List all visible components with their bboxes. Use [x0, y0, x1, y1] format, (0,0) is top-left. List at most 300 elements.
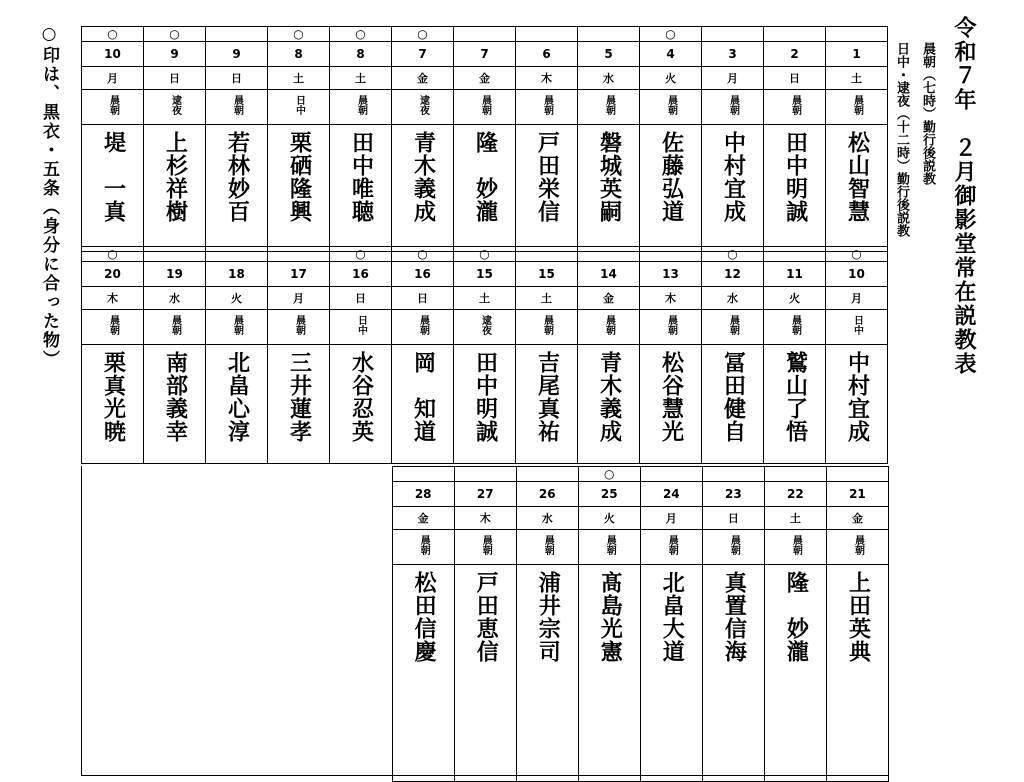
- cell-weekday: [640, 507, 702, 530]
- session-text: 晨朝: [665, 95, 677, 115]
- cell-weekday: [82, 67, 144, 90]
- cell-name: [578, 125, 640, 252]
- cell-name: [330, 125, 392, 252]
- day-text: 14: [600, 267, 617, 281]
- cell-day: [144, 42, 206, 67]
- cell-name: [640, 125, 702, 252]
- cell-session: [206, 90, 268, 125]
- name-text: 中村宜成: [720, 131, 746, 223]
- cell-weekday: [82, 287, 144, 310]
- name-text: 戸田栄信: [534, 131, 560, 223]
- cell-mark: [330, 27, 392, 42]
- cell-mark: [516, 247, 578, 262]
- session-text: 晨朝: [355, 95, 367, 115]
- cell-mark: [144, 27, 206, 42]
- empty-cell: [144, 530, 206, 565]
- day-text: 19: [166, 267, 183, 281]
- cell-mark: [702, 27, 764, 42]
- cell-weekday: [702, 67, 764, 90]
- black-robe-mark: ○: [107, 27, 118, 41]
- cell-weekday: [268, 67, 330, 90]
- session-text: 晨朝: [479, 95, 491, 115]
- black-robe-mark: ○: [169, 27, 180, 41]
- black-robe-mark: ○: [417, 27, 428, 41]
- weekday-text: 土: [293, 72, 304, 85]
- cell-mark: [144, 247, 206, 262]
- cell-mark: [82, 27, 144, 42]
- session-text: 晨朝: [417, 315, 429, 335]
- cell-weekday: [206, 287, 268, 310]
- cell-weekday: [454, 507, 516, 530]
- cell-weekday: [764, 67, 826, 90]
- cell-weekday: [640, 67, 702, 90]
- weekday-text: 火: [665, 72, 676, 85]
- cell-name: [764, 125, 826, 252]
- cell-name: [826, 125, 888, 252]
- day-text: 26: [538, 487, 556, 501]
- cell-session: [764, 530, 826, 565]
- session-text: 晨朝: [541, 95, 553, 115]
- cell-day: [330, 262, 392, 287]
- cell-mark: [454, 27, 516, 42]
- weekday-text: 金: [417, 72, 428, 85]
- cell-mark: [268, 247, 330, 262]
- cell-name: [578, 345, 640, 464]
- cell-weekday: [454, 287, 516, 310]
- empty-cell: [144, 482, 206, 507]
- cell-day: [764, 42, 826, 67]
- cell-name: [702, 125, 764, 252]
- cell-session: [640, 90, 702, 125]
- session-text: 晨朝: [852, 535, 864, 555]
- cell-session: [516, 310, 578, 345]
- name-text: 上杉祥樹: [162, 131, 188, 223]
- cell-name: [330, 345, 392, 464]
- cell-session: [516, 90, 578, 125]
- cell-name: [392, 565, 454, 782]
- cell-day: [578, 42, 640, 67]
- cell-name: [144, 345, 206, 464]
- empty-cell: [330, 467, 392, 482]
- weekday-text: 月: [851, 292, 862, 305]
- empty-cell: [268, 530, 330, 565]
- cell-name: [268, 345, 330, 464]
- day-text: 24: [662, 487, 680, 501]
- day-text: 7: [418, 47, 427, 61]
- cell-name: [702, 345, 764, 464]
- cell-weekday: [516, 67, 578, 90]
- cell-day: [578, 482, 640, 507]
- cell-session: [640, 310, 702, 345]
- weekday-text: 日: [789, 72, 800, 85]
- name-text: 髙島光憲: [597, 571, 623, 663]
- cell-session: [764, 90, 826, 125]
- cell-mark: [640, 467, 702, 482]
- cell-day: [764, 482, 826, 507]
- day-text: 22: [787, 487, 804, 501]
- session-text: 晨朝: [541, 315, 553, 335]
- weekday-text: 月: [727, 72, 738, 85]
- name-text: 上田英典: [845, 571, 871, 663]
- day-text: 17: [290, 267, 307, 281]
- cell-mark: [826, 467, 888, 482]
- weekday-text: 日: [355, 292, 366, 305]
- page-title: 令和７年 ２月御影堂常在説教表: [951, 16, 976, 376]
- name-text: 三井蓮孝: [286, 351, 312, 443]
- cell-weekday: [640, 287, 702, 310]
- session-text: 晨朝: [604, 535, 616, 555]
- empty-cell: [206, 482, 268, 507]
- cell-weekday: [392, 67, 454, 90]
- weekday-text: 土: [541, 292, 552, 305]
- day-text: 9: [232, 47, 241, 61]
- cell-session: [268, 90, 330, 125]
- empty-cell: [330, 507, 392, 530]
- weekday-text: 火: [231, 292, 242, 305]
- weekday-text: 日: [169, 72, 180, 85]
- session-text: 晨朝: [665, 315, 677, 335]
- cell-name: [640, 345, 702, 464]
- name-text: 水谷忍英: [348, 351, 374, 443]
- day-text: 28: [414, 487, 432, 501]
- cell-mark: [454, 467, 516, 482]
- cell-weekday: [826, 287, 888, 310]
- cell-name: [764, 345, 826, 464]
- session-text: 晨朝: [542, 535, 554, 555]
- cell-name: [578, 565, 640, 782]
- cell-mark: [826, 27, 888, 42]
- cell-mark: [578, 247, 640, 262]
- cell-mark: [578, 467, 640, 482]
- name-text: 磐城英嗣: [596, 131, 622, 223]
- cell-name: [392, 345, 454, 464]
- cell-weekday: [578, 67, 640, 90]
- weekday-text: 金: [603, 292, 614, 305]
- empty-cell: [206, 467, 268, 482]
- name-text: 北畠心淳: [224, 351, 250, 443]
- cell-weekday: [578, 287, 640, 310]
- cell-session: [702, 310, 764, 345]
- name-text: 青木義成: [596, 351, 622, 443]
- cell-session: [454, 310, 516, 345]
- name-text: 浦井宗司: [535, 571, 561, 663]
- cell-session: [578, 310, 640, 345]
- cell-day: [764, 262, 826, 287]
- name-text: 田中唯聴: [348, 131, 374, 223]
- cell-weekday: [330, 67, 392, 90]
- cell-name: [82, 125, 144, 252]
- empty-cell: [82, 530, 144, 565]
- empty-cell: [268, 565, 330, 782]
- day-text: 20: [104, 267, 121, 281]
- day-text: 27: [476, 487, 494, 501]
- cell-weekday: [392, 507, 454, 530]
- schedule-block-3: [81, 466, 888, 776]
- day-text: 10: [848, 267, 865, 281]
- cell-session: [578, 530, 640, 565]
- cell-name: [82, 345, 144, 464]
- cell-day: [454, 482, 516, 507]
- cell-day: [826, 482, 888, 507]
- cell-mark: [578, 27, 640, 42]
- session-text: 晨朝: [666, 535, 678, 555]
- cell-session: [702, 530, 764, 565]
- cell-name: [764, 565, 826, 782]
- cell-mark: [640, 27, 702, 42]
- cell-day: [826, 42, 888, 67]
- cell-mark: [206, 27, 268, 42]
- session-text: 晨朝: [107, 95, 119, 115]
- cell-name: [826, 565, 888, 782]
- black-robe-mark: ○: [107, 247, 118, 261]
- cell-session: [330, 310, 392, 345]
- cell-day: [392, 482, 454, 507]
- cell-mark: [516, 467, 578, 482]
- day-text: 8: [356, 47, 365, 61]
- name-text: 鷲山了悟: [782, 351, 808, 443]
- weekday-text: 日: [417, 292, 428, 305]
- empty-cell: [144, 467, 206, 482]
- day-text: 6: [542, 47, 551, 61]
- cell-weekday: [578, 507, 640, 530]
- day-text: 11: [786, 267, 803, 281]
- session-text: 逮夜: [417, 95, 429, 115]
- day-text: 2: [790, 47, 799, 61]
- cell-day: [206, 42, 268, 67]
- empty-cell: [206, 530, 268, 565]
- empty-cell: [82, 482, 144, 507]
- cell-session: [826, 310, 888, 345]
- cell-session: [392, 530, 454, 565]
- day-text: 15: [476, 267, 493, 281]
- cell-day: [516, 42, 578, 67]
- weekday-text: 木: [107, 292, 118, 305]
- cell-weekday: [764, 507, 826, 530]
- schedule-block-1: [81, 26, 888, 252]
- name-text: 北畠大道: [659, 571, 685, 663]
- empty-cell: [330, 565, 392, 782]
- cell-session: [764, 310, 826, 345]
- cell-name: [640, 565, 702, 782]
- weekday-text: 水: [727, 292, 738, 305]
- cell-weekday: [392, 287, 454, 310]
- name-text: 松田信慶: [411, 571, 437, 663]
- cell-mark: [392, 247, 454, 262]
- cell-weekday: [516, 287, 578, 310]
- cell-mark: [206, 247, 268, 262]
- day-text: 1: [852, 47, 861, 61]
- session-text: 日中: [293, 95, 305, 115]
- cell-name: [454, 125, 516, 252]
- cell-session: [82, 90, 144, 125]
- cell-day: [392, 262, 454, 287]
- cell-session: [144, 310, 206, 345]
- cell-day: [330, 42, 392, 67]
- weekday-text: 土: [789, 512, 801, 525]
- subtitle-morning: 晨朝（七時）勤行後説教: [920, 42, 935, 185]
- cell-weekday: [702, 287, 764, 310]
- session-text: 晨朝: [790, 535, 802, 555]
- name-text: 堤 一真: [100, 131, 126, 223]
- weekday-text: 水: [541, 512, 553, 525]
- cell-day: [454, 42, 516, 67]
- name-text: 戸田恵信: [473, 571, 499, 663]
- day-text: 25: [600, 487, 618, 501]
- session-text: 晨朝: [789, 315, 801, 335]
- day-text: 23: [724, 487, 742, 501]
- weekday-text: 木: [479, 512, 491, 525]
- empty-cell: [206, 507, 268, 530]
- cell-session: [702, 90, 764, 125]
- session-text: 晨朝: [480, 535, 492, 555]
- weekday-text: 月: [665, 512, 677, 525]
- cell-day: [206, 262, 268, 287]
- cell-mark: [764, 467, 826, 482]
- day-text: 5: [604, 47, 613, 61]
- day-text: 7: [480, 47, 489, 61]
- weekday-text: 日: [231, 72, 242, 85]
- session-text: 晨朝: [169, 315, 181, 335]
- black-robe-mark: ○: [479, 247, 490, 261]
- cell-session: [516, 530, 578, 565]
- cell-name: [206, 345, 268, 464]
- cell-name: [826, 345, 888, 464]
- weekday-text: 月: [293, 292, 304, 305]
- empty-cell: [206, 565, 268, 782]
- cell-name: [144, 125, 206, 252]
- cell-name: [454, 345, 516, 464]
- name-text: 隆 妙瀧: [472, 131, 498, 223]
- session-text: 日中: [851, 315, 863, 335]
- session-text: 晨朝: [727, 315, 739, 335]
- subtitle-noon-evening: 日中・逮夜（十二時）勤行後説教: [894, 42, 909, 237]
- name-text: 松谷慧光: [658, 351, 684, 443]
- empty-cell: [144, 507, 206, 530]
- cell-weekday: [330, 287, 392, 310]
- cell-weekday: [826, 67, 888, 90]
- name-text: 田中明誠: [472, 351, 498, 443]
- cell-session: [206, 310, 268, 345]
- cell-weekday: [702, 507, 764, 530]
- cell-name: [702, 565, 764, 782]
- cell-session: [826, 90, 888, 125]
- session-text: 晨朝: [231, 95, 243, 115]
- session-text: 日中: [355, 315, 367, 335]
- session-text: 晨朝: [727, 95, 739, 115]
- cell-mark: [392, 27, 454, 42]
- cell-day: [826, 262, 888, 287]
- name-text: 冨田健自: [720, 351, 746, 443]
- cell-session: [578, 90, 640, 125]
- cell-day: [640, 262, 702, 287]
- cell-mark: [764, 247, 826, 262]
- day-text: 3: [728, 47, 737, 61]
- empty-cell: [82, 565, 144, 782]
- day-text: 21: [849, 487, 866, 501]
- cell-mark: [330, 247, 392, 262]
- cell-weekday: [516, 507, 578, 530]
- cell-name: [516, 565, 578, 782]
- weekday-text: 木: [541, 72, 552, 85]
- cell-session: [144, 90, 206, 125]
- cell-day: [640, 482, 702, 507]
- day-text: 12: [724, 267, 741, 281]
- cell-weekday: [454, 67, 516, 90]
- name-text: 田中明誠: [782, 131, 808, 223]
- session-text: 晨朝: [293, 315, 305, 335]
- cell-mark: [826, 247, 888, 262]
- cell-weekday: [764, 287, 826, 310]
- session-text: 逮夜: [479, 315, 491, 335]
- name-text: 若林妙百: [224, 131, 250, 223]
- cell-day: [82, 262, 144, 287]
- weekday-text: 日: [727, 512, 739, 525]
- day-text: 4: [666, 47, 675, 61]
- name-text: 真置信海: [721, 571, 747, 663]
- cell-day: [516, 482, 578, 507]
- cell-name: [454, 565, 516, 782]
- name-text: 南部義幸: [162, 351, 188, 443]
- cell-mark: [82, 247, 144, 262]
- cell-day: [578, 262, 640, 287]
- empty-cell: [82, 467, 144, 482]
- empty-cell: [268, 507, 330, 530]
- cell-name: [392, 125, 454, 252]
- cell-name: [268, 125, 330, 252]
- weekday-text: 土: [851, 72, 862, 85]
- weekday-text: 木: [665, 292, 676, 305]
- empty-cell: [330, 530, 392, 565]
- dress-note: ○印は、黒衣・五条（身分に合った物）: [39, 24, 59, 369]
- cell-session: [454, 90, 516, 125]
- day-text: 18: [228, 267, 245, 281]
- empty-cell: [268, 467, 330, 482]
- cell-mark: [268, 27, 330, 42]
- black-robe-mark: ○: [355, 247, 366, 261]
- weekday-text: 土: [355, 72, 366, 85]
- session-text: 逮夜: [169, 95, 181, 115]
- cell-day: [392, 42, 454, 67]
- day-text: 8: [294, 47, 303, 61]
- cell-day: [702, 42, 764, 67]
- cell-day: [454, 262, 516, 287]
- name-text: 栗硒隆興: [286, 131, 312, 223]
- cell-name: [516, 345, 578, 464]
- session-text: 晨朝: [789, 95, 801, 115]
- cell-mark: [702, 467, 764, 482]
- weekday-text: 金: [417, 512, 429, 525]
- name-text: 隆 妙瀧: [783, 571, 809, 663]
- cell-name: [516, 125, 578, 252]
- cell-session: [392, 310, 454, 345]
- cell-weekday: [826, 507, 888, 530]
- day-text: 9: [170, 47, 179, 61]
- cell-weekday: [144, 67, 206, 90]
- day-text: 16: [414, 267, 431, 281]
- cell-mark: [516, 27, 578, 42]
- day-text: 16: [352, 267, 369, 281]
- cell-mark: [702, 247, 764, 262]
- name-text: 松山智慧: [844, 131, 870, 223]
- session-text: 晨朝: [603, 95, 615, 115]
- weekday-text: 月: [107, 72, 118, 85]
- black-robe-mark: ○: [293, 27, 304, 41]
- weekday-text: 金: [851, 512, 863, 525]
- cell-day: [268, 42, 330, 67]
- session-text: 晨朝: [603, 315, 615, 335]
- cell-day: [268, 262, 330, 287]
- cell-weekday: [144, 287, 206, 310]
